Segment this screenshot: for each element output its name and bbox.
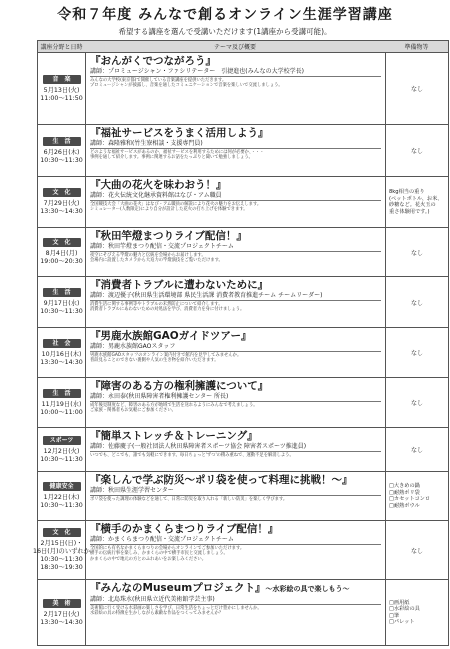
- prep-item: なし: [410, 148, 423, 155]
- session-title: 『みんなのMuseumプロジェクト』～水彩絵の具で楽しもう～: [90, 582, 350, 594]
- table-row: [37, 472, 449, 521]
- session-date: 10:30～11:30: [40, 156, 83, 164]
- prep-item: なし: [410, 249, 423, 257]
- session-date-cell: [38, 378, 86, 427]
- session-description: かまくらの中で地元の方とのふれあいをお楽しみください。: [90, 556, 207, 562]
- session-date-cell: [38, 125, 86, 176]
- session-theme-cell: [86, 177, 386, 227]
- table-row: [37, 228, 449, 277]
- session-description: プロミュージシャンが披露し、音楽を通したコミュニケーションで音楽を楽しいで交流しましょう。: [90, 83, 283, 89]
- session-date: 10:30～11:30: [40, 308, 83, 315]
- session-description: 横手の伝統行事を楽しみ、かまくらの中で横手市民と交流しましょう。: [90, 551, 228, 557]
- session-prep-cell: [386, 428, 448, 471]
- session-date-cell: [38, 328, 86, 377]
- session-lecturer: 講師：プロミュージシャン・ファシリテーター 引捷進也(みんなの大学校学長): [90, 68, 381, 77]
- prep-item: □カセットコンロ: [389, 496, 431, 502]
- category-badge: 健康安全: [43, 482, 81, 491]
- session-description: 普段見ることのできない裏側や人気の生き物を紹介いただきます。: [90, 358, 219, 364]
- session-prep-cell: [386, 277, 448, 327]
- session-lecturer: 講師：北島珠水(秋田県立近代美術館学芸主事): [90, 596, 381, 605]
- session-lecturer: 講師：渡辺優子(秋田県生活環境部 県民生活課 消費者教育推進チーム チームリーダー): [90, 292, 381, 301]
- prep-item: 8kg相当の重り: [389, 189, 425, 195]
- session-date-cell: [38, 472, 86, 520]
- session-description: どのような福祉サービスがあるのか、福祉サービスを利用するためには何が必要か、・・・: [90, 150, 265, 155]
- session-date: 11月19日(水): [41, 400, 82, 408]
- session-theme-cell: [86, 53, 386, 124]
- session-theme-cell: [86, 521, 386, 579]
- category-badge: スポーツ: [43, 436, 81, 445]
- session-date: 12月2日(火): [43, 447, 80, 455]
- table-row: [33, 521, 449, 580]
- session-date-cell: [38, 580, 86, 645]
- category-badge: 社 会: [43, 339, 81, 348]
- session-prep-cell: [386, 328, 448, 377]
- session-title: 『大曲の花火を味わおう！』: [90, 179, 227, 191]
- session-date: 9月17日(水): [43, 300, 80, 307]
- prep-item: □大きめの鍋: [389, 483, 420, 489]
- category-badge: 文 化: [43, 238, 81, 247]
- category-badge: 美 術: [43, 599, 81, 608]
- table-row: [37, 277, 449, 328]
- table-row: [37, 378, 449, 428]
- table-row: [37, 580, 449, 646]
- session-description: 会場内に設置したカメラから大迫力の竿燈演技をご覧いただけます。: [90, 258, 223, 264]
- category-badge: 生 活: [43, 389, 81, 398]
- table-row: [37, 53, 449, 125]
- column-header-prep: 準備物等: [385, 40, 449, 53]
- session-lecturer: 講師：男鹿水族館GAOスタッフ: [90, 343, 381, 352]
- category-badge: 生 活: [43, 288, 81, 297]
- prep-item: なし: [410, 86, 423, 93]
- session-subtitle: ～水彩絵の具で楽しもう～: [265, 585, 350, 593]
- session-description: 消費生活に関する事例等やトラブルの未然防止について紹介します。: [90, 302, 223, 307]
- category-badge: 文 化: [43, 528, 81, 537]
- session-lecturer: 講師：永田泰(秋田県障害者権利擁護センター 所長): [90, 393, 381, 402]
- session-prep-cell: [386, 580, 448, 645]
- session-description: いつでも、どこでも、誰でも気軽にできます。毎日ちょっと'ずつ'の積み重ねで、運動不足を解消しよう。: [90, 453, 294, 458]
- session-title: 『秋田竿燈まつりライブ配信！』: [90, 230, 247, 242]
- session-date: 10:30～11:30: [40, 502, 83, 509]
- session-date: 10:30～11:30: [40, 455, 83, 463]
- column-header-date: 講座分野と日時: [37, 40, 86, 53]
- session-theme-cell: [86, 228, 386, 276]
- prep-item: 重さ体験用です。): [389, 208, 430, 215]
- session-prep-cell: [386, 53, 448, 124]
- session-theme-cell: [86, 277, 386, 327]
- session-title: 『障害のある方の権利擁護について』: [90, 380, 269, 392]
- session-description: 水彩絵の具の特徴を生かしながら素敵な作品をつくってみませんか？: [90, 611, 224, 617]
- prep-item: なし: [410, 350, 423, 357]
- session-description: ご家族・関係者もお気軽にご参加ください。: [90, 408, 176, 414]
- session-description: 成年後見制度など、障害のある方が地域で生活を送れるようにみんなで考えましょう。: [90, 403, 258, 408]
- session-date: 2月15日(日)・: [40, 540, 83, 547]
- page-title: 令和７年度 みんなで創るオンライン生涯学習講座: [57, 7, 393, 23]
- session-date: 13:30～14:30: [40, 358, 83, 366]
- category-badge: 文 化: [43, 188, 81, 197]
- session-prep-cell: [386, 472, 448, 520]
- session-title: 『消費者トラブルに遭わないために』: [90, 279, 269, 291]
- table-row: [37, 328, 449, 378]
- session-title: 『簡単ストレッチ＆トレーニング』: [90, 430, 258, 442]
- session-title: 『横手のかまくらまつりライブ配信！』: [90, 523, 279, 535]
- session-date-cell: [38, 428, 86, 471]
- session-lecturer: 講師：秋田県生涯学習センター: [90, 487, 381, 496]
- prep-item: □画用紙: [389, 599, 410, 606]
- session-date: 5月13日(火): [43, 86, 80, 94]
- prep-item: なし: [410, 299, 423, 307]
- session-description: シミュレーター(人数限定)により自分が設計した花火の打ち上げを体験できます。: [90, 207, 248, 213]
- session-date: 13:30～14:30: [40, 208, 83, 215]
- session-date-cell: [38, 277, 86, 327]
- session-date: 6月26日(木): [43, 148, 80, 156]
- session-theme-cell: [86, 428, 386, 471]
- session-date: 10:30～11:30: [40, 556, 83, 563]
- prep-item: □筆: [389, 612, 400, 619]
- session-description: 美術館に行く受ける水彩画の楽しさを学び、日常生活をちょっとだけ豊かにしませんか。: [90, 606, 262, 611]
- table-row: [37, 428, 449, 472]
- session-lecturer: 講師：秋田竿燈まつり配信・交流プロジェクトチーム: [90, 243, 381, 252]
- session-lecturer: 講師：花火伝統文化継承資料館はなび・アム職員: [90, 192, 381, 201]
- session-date-cell: [38, 228, 86, 276]
- table-row: [37, 177, 449, 228]
- session-theme-cell: [86, 125, 386, 176]
- session-lecturer: 講師：森隆雅和(竹生寮相談・支援専門員): [90, 140, 381, 149]
- prep-item: (ペットボトル、お米、: [389, 195, 443, 202]
- session-date: 10:00～11:00: [40, 408, 83, 416]
- session-date: 13:30～14:30: [40, 618, 83, 626]
- prep-item: 砂糖など。花火玉の: [389, 202, 436, 208]
- session-prep-cell: [386, 228, 448, 276]
- session-title: 『男鹿水族館GAOガイドツアー』: [90, 330, 252, 342]
- session-date-cell: [38, 53, 86, 124]
- session-date: 1月22日(木): [43, 494, 80, 501]
- prep-item: □水彩絵の具: [389, 606, 420, 612]
- page-subtitle: 希望する講座を選んで受講いただけます(1講座から受講可能)。: [118, 27, 332, 36]
- prep-item: なし: [410, 447, 423, 454]
- session-date: 7月29日(火): [43, 200, 80, 207]
- session-title: 『おんがくでつながろう』: [90, 55, 216, 67]
- column-header-theme: テーマ及び概要: [85, 40, 386, 53]
- session-prep-cell: [386, 378, 448, 427]
- prep-item: □耐熱ボウル: [389, 502, 420, 509]
- session-description: 事例を通して紹介します。事例に関連するお話をたっぷりと聞いて勉強しましょう。: [90, 155, 253, 161]
- prep-item: □耐熱ポリ袋: [389, 489, 420, 496]
- session-lecturer: 講師：かまくらまつり配信・交流プロジェクトチーム: [90, 536, 381, 545]
- table-row: [37, 125, 449, 177]
- session-description: 男鹿水族館GAOスタッフのオンライン案内付きで館内を見学してみませんか。: [90, 353, 242, 358]
- session-date: 10月16日(木): [41, 350, 82, 358]
- session-lecturer: 講師：佐藤慶子(一般社団法人秋田県障害者スポーツ協会 障害者スポーツ推進員): [90, 443, 381, 452]
- session-theme-cell: [86, 472, 386, 520]
- session-title: 『楽しんで学ぶ防災～ポリ袋を使って料理に挑戦！～』: [90, 474, 353, 486]
- session-date: 2月17日(火): [43, 610, 80, 618]
- session-date-cell: [38, 177, 86, 227]
- category-badge: 生 活: [43, 137, 81, 146]
- session-date: 11:00～11:50: [40, 94, 83, 102]
- session-description: みんなの大学校(東京都)で開催している音楽講座を提供いただきます。: [90, 78, 227, 83]
- session-theme-cell: [86, 378, 386, 427]
- session-prep-cell: [386, 177, 448, 227]
- prep-item: なし: [410, 547, 423, 555]
- session-date: 19:00～20:30: [40, 258, 83, 265]
- prep-item: なし: [410, 400, 423, 407]
- session-description: 夜空にそびえる竿燈の魅力と伝統を会場からお届けします。: [90, 253, 206, 258]
- session-date: 16日(月)のいずれか: [33, 548, 91, 555]
- session-date-cell: [33, 521, 91, 579]
- prep-item: □パレット: [389, 619, 415, 625]
- session-description: 消費者トラブルにあわないための対処法を学び、消費者力を身に付けましょう。: [90, 307, 245, 313]
- session-date: 18:30～19:30: [40, 564, 83, 571]
- session-description: 全国的にも有名なかまくらまつりの会場からオンラインでご参加いただけます。: [90, 546, 245, 551]
- category-badge: 音 楽: [43, 75, 81, 84]
- session-date: 8月4日(月): [45, 250, 78, 257]
- session-title: 『福祉サービスをうまく活用しよう』: [90, 127, 269, 139]
- session-prep-cell: [386, 125, 448, 176]
- session-description: ポリ袋を使った調理の体験などを通して、日常に防災を取り入れる「新しい防災」を楽しく学びます。: [90, 497, 288, 502]
- session-prep-cell: [386, 521, 448, 579]
- session-theme-cell: [86, 580, 386, 645]
- session-theme-cell: [86, 328, 386, 377]
- session-description: 全国競技大会「大曲の花火」はなび・アム職員の解説により花火の魅力をお伝えします。: [90, 202, 262, 207]
